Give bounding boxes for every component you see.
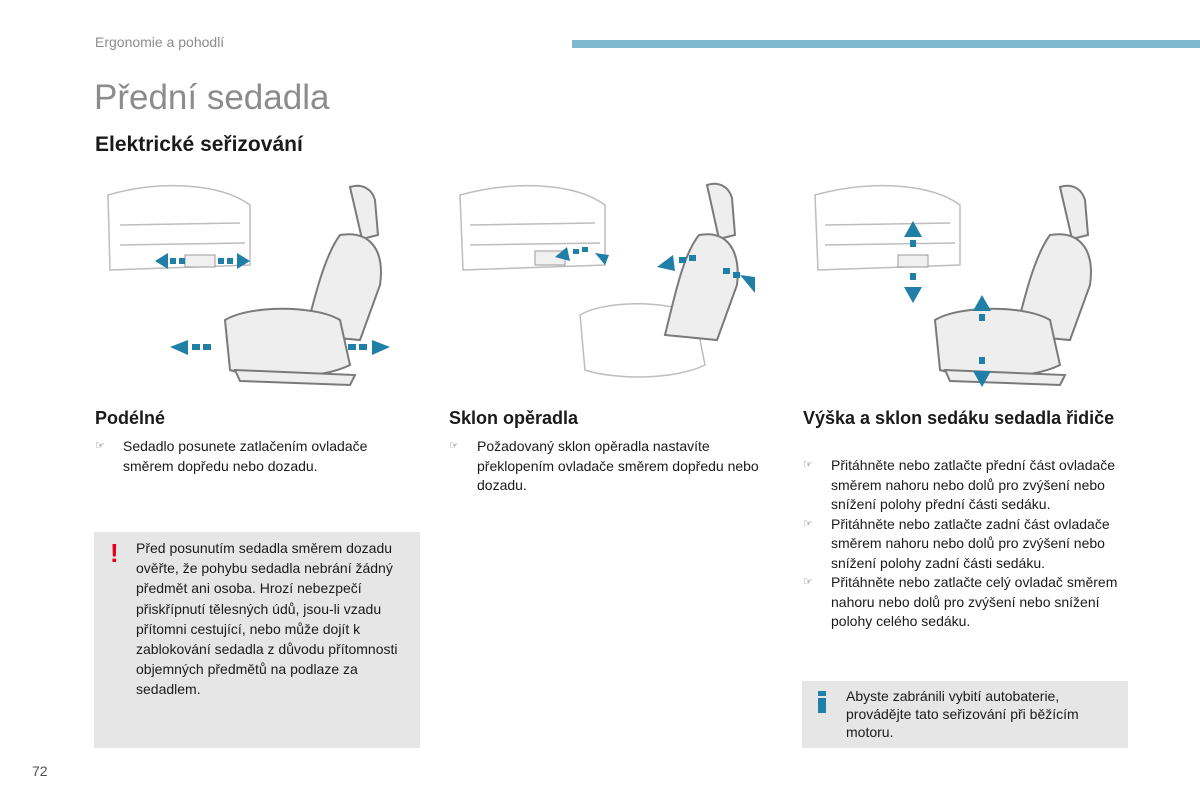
hand-pointer-icon: ☞ <box>95 440 105 452</box>
seat-illustration-height <box>810 175 1130 400</box>
page-title: Přední sedadla <box>94 78 330 117</box>
backrest-bullet-list <box>449 437 769 496</box>
hand-pointer-icon: ☞ <box>803 459 813 471</box>
header-accent-bar <box>572 40 1200 48</box>
list-item: ☞ Požadovaný sklon opěradla nastavíte překlopením ovladače směrem dopředu nebo dozadu. <box>449 438 759 493</box>
list-item: ☞ Sedadlo posunete zatlačením ovladače směrem dopředu nebo dozadu. <box>95 438 368 474</box>
list-item: ☞ Přitáhněte nebo zatlačte celý ovladač směrem nahoru nebo dolů pro zvýšení nebo snížení polohy celého sedáku. <box>803 574 1118 629</box>
seat-illustration-longitudinal <box>100 175 420 400</box>
height-bullet-list <box>803 456 1121 632</box>
longitudinal-bullet-list <box>95 437 415 476</box>
info-icon <box>818 691 826 713</box>
hand-pointer-icon: ☞ <box>803 517 813 530</box>
warning-box <box>94 532 420 748</box>
info-box <box>802 681 1128 748</box>
hand-pointer-icon: ☞ <box>803 576 813 588</box>
seat-illustration-backrest <box>455 175 775 400</box>
page-number: 72 <box>32 763 48 779</box>
column-heading-backrest: Sklon opěradla <box>449 408 579 428</box>
column-heading-height: Výška a sklon sedáku sedadla řidiče <box>803 408 1115 428</box>
list-item: ☞ Přitáhněte nebo zatlačte přední část ovladače směrem nahoru nebo dolů pro zvýšení nebo snížení polohy přední části sedáku. <box>803 457 1116 512</box>
column-heading-longitudinal: Podélné <box>95 408 166 428</box>
warning-text: Před posunutím sedadla směrem dozadu ověřte, že pohybu sedadla nebrání žádný předmět ani osoba. Hrozí nebezpečí přiskřípnutí tělesných údů, jsou-li vzadu přítomni cestující, nebo může dojít k zablokování sedadla z důvodu přítomnosti objemných předmětů na podlaze za sedadlem. <box>136 540 398 698</box>
section-subtitle: Elektrické seřizování <box>95 133 303 156</box>
section-label: Ergonomie a pohodlí <box>95 34 225 50</box>
list-item: ☞ Přitáhněte nebo zatlačte zadní část ovladače směrem nahoru nebo dolů pro zvýšení nebo snížení polohy zadní části sedáku. <box>803 515 1110 571</box>
info-text: Abyste zabránili vybití autobaterie, provádějte tato seřizování při běžícím motoru. <box>846 688 1079 740</box>
exclamation-icon: ! <box>110 538 119 568</box>
hand-pointer-icon: ☞ <box>449 440 459 452</box>
